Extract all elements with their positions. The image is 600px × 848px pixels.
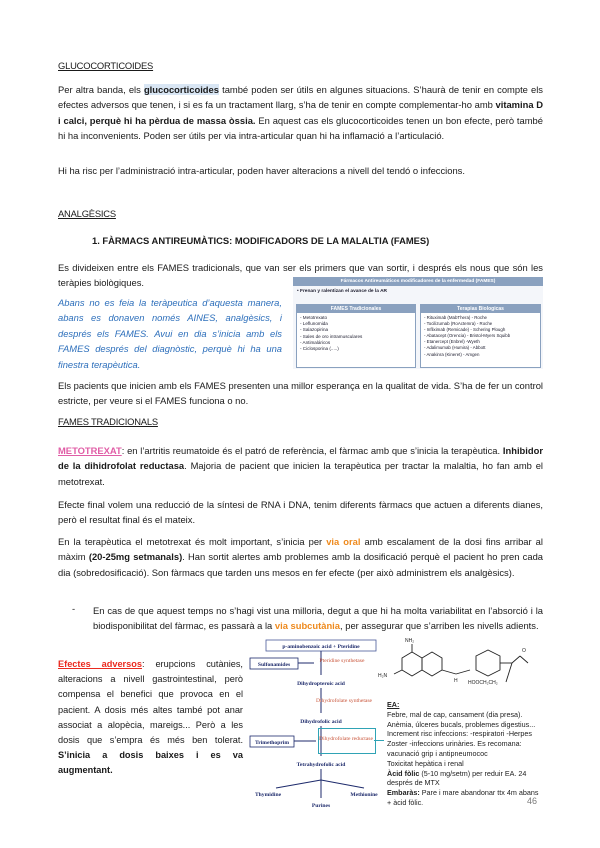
methotrexate-structure (372, 636, 543, 696)
bullet-subcutania: En cas de que aquest temps no s’hagi vist una milloria, degut a que hi ha molta variabilitat en l’absorció i la biodisponibilitat del fàrmac, es passarà a la via subcutània, per assegurar que s’arriben les nivells adients. (93, 605, 543, 632)
col2-header: Terapias Biologicas (421, 305, 540, 313)
ea-title: EA: (387, 700, 400, 709)
fames-tradicional-item: - Salazopirina (300, 327, 329, 333)
fames-tradicional-item: - Metotrexato (300, 315, 328, 320)
paragraph-efectes-adversos: Efectes adversos: erupcions cutànies, alteracions a nivell gastrointestinal, però compensa el benefici que provoca en el pacient. A dosis més altes també pot anar associat a alopècia, mareigs... Però a les dosis que s’empra és més ben tolerat. S’inicia a dosis baixes i es va augmentant. (58, 659, 243, 776)
purines-label: Purines (311, 803, 331, 809)
terapia-biologica-item: - Adalimumab (Humira) - Abbott (424, 345, 486, 351)
tetrahydrofolic-acid: Tetrahydrofolic acid (296, 762, 346, 768)
fames-tradicional-item: - Sales de oro intramusculares (300, 333, 363, 339)
paragraph-metotrexat: METOTREXAT: en l’artritis reumatoide és el patró de referència, el fàrmac amb que s’inicia la terapèutica. Inhibidor de la dihidrofolat reductasa. Majoria de pacient que inicien la terapèutica per tractar la malaltia, ho fan amb el metotrexat. (58, 445, 544, 487)
ea-folic: Àcid fòlic (5-10 mg/setm) per reduir EA. 24 després de MTX (387, 768, 527, 788)
fames-table-figure (293, 277, 543, 369)
dihydrofolate-synthetase: Dihydrofolate synthetase (315, 698, 373, 704)
cooh-group: HOOCH₂CH₂ (468, 680, 498, 686)
page-number: 46 (527, 796, 538, 806)
ea-box (387, 700, 542, 808)
paragraph-fames-intro: Es divideixen entre els FAMES tradicionals, que van ser els primers que van sortir, i després els nous que són les teràpies biològiques. (58, 262, 543, 289)
highlight-glucocorticoides: glucocorticoides (143, 84, 219, 95)
efectes-adversos-label: Efectes adversos (58, 659, 142, 669)
section-heading-fames-tradicionals: FAMES TRADICIONALS (58, 416, 158, 427)
paba-label: p-aminobenzoic acid + Pteridine (282, 644, 360, 650)
table-title: Fármacos Antireumáticos modificadores de la enfermedad (FAMES) (293, 277, 543, 286)
h-atom: H (454, 678, 458, 684)
subheading-fames: 1. FÀRMACS ANTIREUMÀTICS: MODIFICADORS DE LA MALALTIA (FAMES) (92, 235, 430, 246)
col-fames-tradicionales (296, 304, 416, 368)
highlight-connector (374, 740, 384, 741)
o-atom: O (522, 648, 526, 654)
via-subcutania: via subcutània (274, 620, 341, 632)
paragraph-pacients: Els pacients que inicien amb els FAMES presenten una millor esperança en la qualitat de vida. S’ha de fer un control estricte, per veure si el FAMES funciona o no. (58, 380, 543, 407)
fames-tradicional-item: - Leflunomida (300, 321, 328, 327)
nh2-top: NH₂ (405, 638, 415, 644)
table-goal: • Frenan y ralentizan el avance de la AR (297, 289, 388, 294)
ea-line: Febre, mal de cap, cansament (dia presa). Anèmia, úlceres bucals, problemes digestius... (387, 709, 536, 729)
note-finestra-terapeutica: Abans no es feia la teràpeutica d’aquesta manera, abans es donaven només AINES, analgèsics, i després els FAMES. Avui en dia s’inicia amb els FAMES després del diagnòstic, perquè hi ha una finestra terapèutica. (58, 297, 282, 370)
ea-embaras: Embaràs: Pare i mare abandonar ttx 4m abans + àcid fòlic. (387, 788, 539, 807)
sulfonamides-label: Sulfonamides (257, 662, 291, 668)
metotrexat-label: METOTREXAT (58, 445, 122, 456)
thymidine-label: Thymidine (254, 792, 282, 798)
dihydrofolic-acid: Dihydrofolic acid (300, 719, 342, 725)
paragraph-terapeutica: En la terapèutica el metotrexat és molt important, s’inicia per via oral amb escalament de la dosi fins arribar al màxim (20-25mg setmanals). Han sortit alertes amb problemes amb la dosificació perquè el pacient ho pren cada dia (sobredosificació). Son fàrmacs que tarden uns mesos en fer efecte (per això administrem els analgèsics). (58, 536, 543, 578)
paragraph-risc: Hi ha risc per l’administració intra-articular, poden haver alteracions a nivell del tendó o infeccions. (58, 165, 465, 176)
via-oral: via oral (326, 536, 361, 547)
terapia-biologica-item: - Infliximab (Remicade) - Schering Plough (424, 327, 506, 333)
terapia-biologica-item: - Abatacept (Orencia) - Bristol-Myers Squibb (424, 333, 511, 339)
bullet-dash: - (72, 603, 76, 614)
terapia-biologica-item: - Tocilizumab (RoActemra) - Roche (424, 321, 493, 327)
reductase-highlight-box (318, 728, 376, 754)
trimethoprim-label: Trimethoprim (254, 740, 290, 746)
ea-line: Increment risc infeccions: -respiratori -Herpes Zoster -infeccions urinàries. Es recomana: vacunació grip i antipneumococ (387, 729, 532, 758)
paragraph-efecte-final: Efecte final volem una reducció de la síntesi de RNA i DNA, tenim diferents fàrmacs que actuen a diferents dianes, però el resultat final és el mateix. (58, 499, 543, 526)
dihydropteroic-acid: Dihydropteroic acid (297, 681, 345, 687)
terapia-biologica-item: - Etanercept (Enbrel) -Wyeth (424, 339, 480, 345)
folate-pathway-diagram (246, 638, 378, 810)
col1-header: FAMES Tradicionales (297, 305, 415, 313)
col-terapias-biologicas (420, 304, 541, 368)
fames-tradicional-item: - Antimaláricos (300, 339, 331, 345)
section-heading-glucocorticoides: GLUCOCORTICOIDES (58, 60, 154, 71)
methionine-label: Methionine (350, 792, 378, 798)
dihydrofolate-reductase: Dihydrofolate reductase (319, 736, 373, 742)
nh2-left: H₂N (378, 673, 388, 679)
terapia-biologica-item: - Anakinra (Kineret) - Amgen (424, 351, 480, 357)
terapia-biologica-item: - Rituximab (MabThera) - Roche (424, 315, 487, 320)
section-heading-analgesics: ANALGÈSICS (58, 208, 116, 219)
fames-tradicional-item: - Ciclosporina (.....) (300, 346, 339, 352)
ea-line: Toxicitat hepàtica i renal (387, 758, 464, 768)
paragraph-glucocorticoides: Per altra banda, els glucocorticoides també poden ser útils en algunes situacions. S’haurà de tenir en compte els efectes adversos que tenen, i si es fa un tractament llarg, s’ha de tenir en compte complementar-ho amb vitamina D i calci, perquè hi ha pèrdua de massa òssia. En aquest cas els glucocorticoides tenen un bon efecte, però també hi ha inconvenients. Poden ser útils per via intra-articular quan hi ha inflamació a l’articulació. (58, 84, 543, 142)
pteridine-synthetase: Pteridine synthetase (319, 658, 365, 664)
